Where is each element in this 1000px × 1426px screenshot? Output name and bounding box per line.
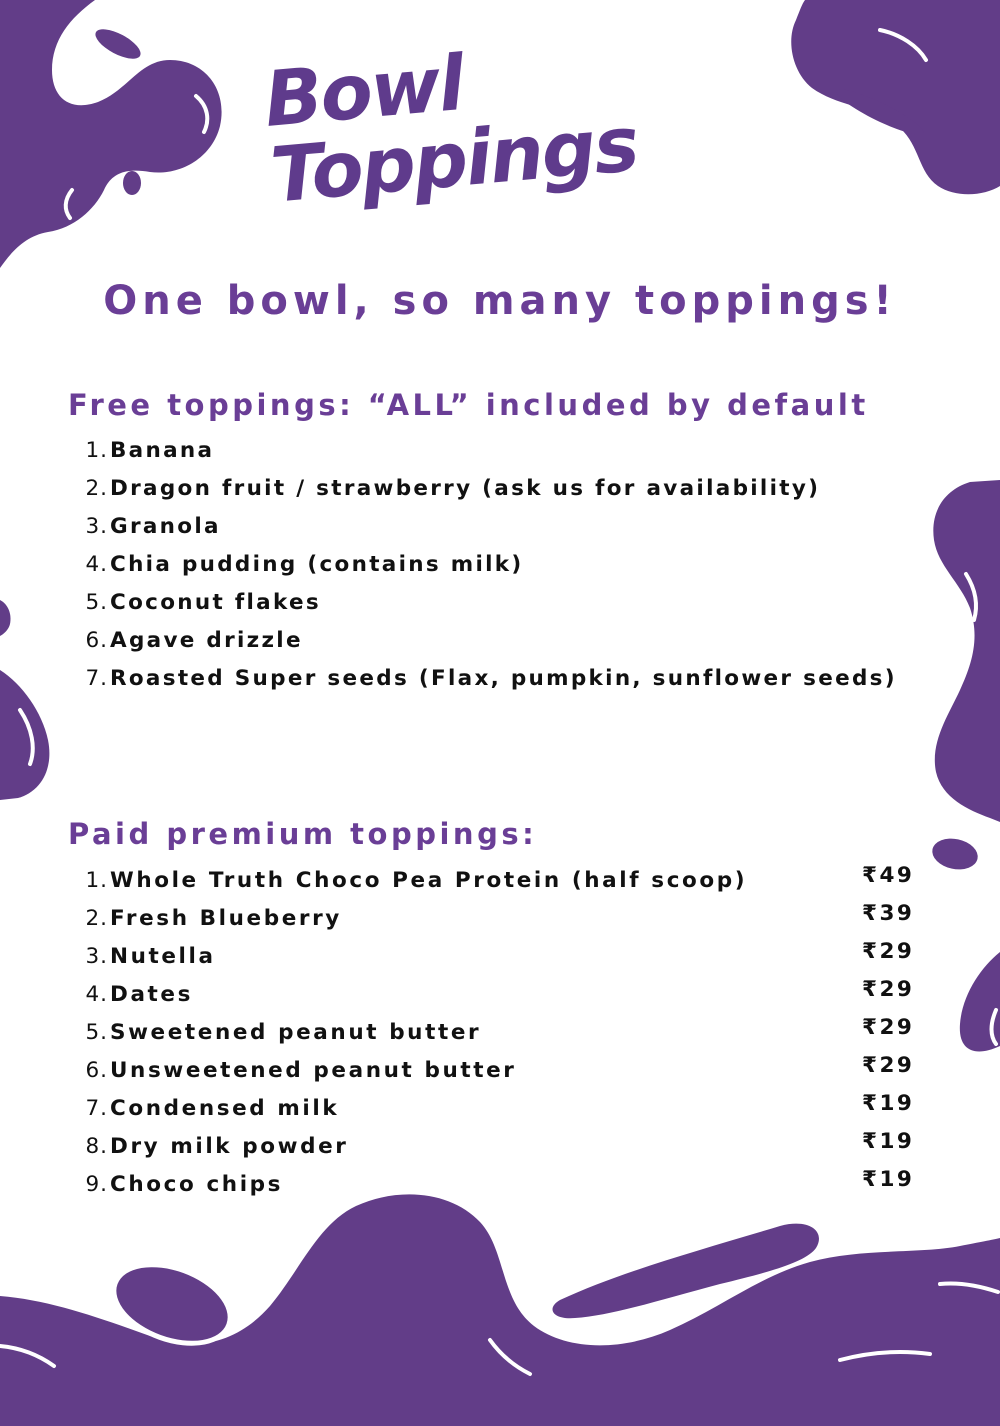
list-item <box>0 1166 1000 1204</box>
item-price: ₹29 <box>862 1015 915 1040</box>
list-item <box>0 432 1000 470</box>
item-name: Whole Truth Choco Pea Protein (half scoop) <box>110 868 748 893</box>
item-number: 3. <box>85 514 108 539</box>
item-number: 8. <box>85 1134 108 1159</box>
item-price: ₹19 <box>862 1167 915 1192</box>
item-number: 5. <box>85 1020 108 1045</box>
list-item <box>0 508 1000 546</box>
item-name: Granola <box>110 514 221 539</box>
item-number: 6. <box>85 628 108 653</box>
item-number: 3. <box>85 944 108 969</box>
list-item <box>0 900 1000 938</box>
item-number: 4. <box>85 982 108 1007</box>
item-price: ₹29 <box>862 939 915 964</box>
item-name: Dragon fruit / strawberry (ask us for availability) <box>110 476 821 501</box>
list-item <box>0 584 1000 622</box>
list-item <box>0 470 1000 508</box>
item-number: 7. <box>85 1096 108 1121</box>
list-item <box>0 1014 1000 1052</box>
item-number: 7. <box>85 666 108 691</box>
list-item <box>0 1128 1000 1166</box>
page-title: Bowl Toppings <box>260 38 641 220</box>
item-number: 1. <box>85 868 108 893</box>
list-item <box>0 938 1000 976</box>
list-item <box>0 660 1000 698</box>
list-item <box>0 622 1000 660</box>
item-name: Coconut flakes <box>110 590 321 615</box>
item-name: Agave drizzle <box>110 628 303 653</box>
list-item <box>0 1052 1000 1090</box>
item-name: Roasted Super seeds (Flax, pumpkin, sunflower seeds) <box>110 666 897 691</box>
item-name: Choco chips <box>110 1172 284 1197</box>
item-name: Sweetened peanut butter <box>110 1020 482 1045</box>
list-item <box>0 1090 1000 1128</box>
item-number: 1. <box>85 438 108 463</box>
item-number: 5. <box>85 590 108 615</box>
item-name: Banana <box>110 438 215 463</box>
item-price: ₹29 <box>862 977 915 1002</box>
item-name: Unsweetened peanut butter <box>110 1058 517 1083</box>
item-price: ₹19 <box>862 1129 915 1154</box>
list-item <box>0 546 1000 584</box>
item-number: 2. <box>85 476 108 501</box>
item-number: 9. <box>85 1172 108 1197</box>
tagline: One bowl, so many toppings! <box>103 278 897 324</box>
item-name: Dates <box>110 982 194 1007</box>
list-item <box>0 976 1000 1014</box>
item-number: 4. <box>85 552 108 577</box>
item-number: 2. <box>85 906 108 931</box>
item-name: Fresh Blueberry <box>110 906 342 931</box>
item-price: ₹19 <box>862 1091 915 1116</box>
item-name: Nutella <box>110 944 216 969</box>
item-number: 6. <box>85 1058 108 1083</box>
item-name: Chia pudding (contains milk) <box>110 552 524 577</box>
paid-toppings-heading: Paid premium toppings: <box>68 817 538 851</box>
item-name: Condensed milk <box>110 1096 340 1121</box>
item-price: ₹39 <box>862 901 915 926</box>
item-price: ₹49 <box>862 863 915 888</box>
item-price: ₹29 <box>862 1053 915 1078</box>
item-name: Dry milk powder <box>110 1134 349 1159</box>
free-toppings-list <box>0 432 1000 698</box>
list-item <box>0 862 1000 900</box>
paid-toppings-list <box>0 862 1000 1204</box>
free-toppings-heading: Free toppings: “ALL” included by default <box>68 388 869 422</box>
